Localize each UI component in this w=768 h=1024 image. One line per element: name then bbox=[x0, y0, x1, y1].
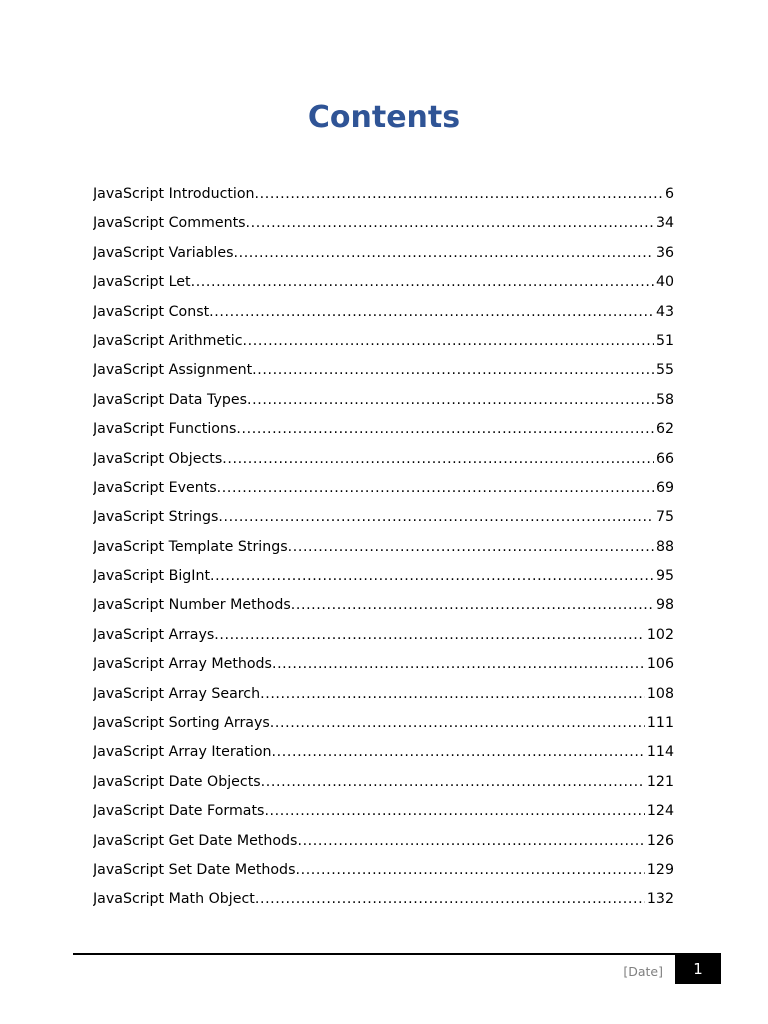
table-of-contents bbox=[93, 180, 674, 915]
toc-entry[interactable] bbox=[93, 327, 674, 356]
toc-dot-leader bbox=[260, 680, 645, 709]
toc-dot-leader bbox=[252, 356, 654, 385]
toc-entry-page: 95 bbox=[655, 568, 674, 585]
toc-entry[interactable] bbox=[93, 503, 674, 532]
toc-entry-page: 126 bbox=[646, 832, 674, 849]
toc-entry[interactable] bbox=[93, 827, 674, 856]
toc-entry-page: 36 bbox=[655, 244, 674, 261]
toc-dot-leader bbox=[210, 562, 654, 591]
toc-entry-title: JavaScript Strings bbox=[93, 509, 219, 526]
toc-dot-leader bbox=[246, 209, 654, 238]
toc-entry[interactable] bbox=[93, 621, 674, 650]
toc-entry-page: 58 bbox=[655, 391, 674, 408]
toc-entry-page: 121 bbox=[646, 773, 674, 790]
toc-entry-title: JavaScript Set Date Methods bbox=[93, 861, 296, 878]
footer-date-placeholder[interactable]: [Date] bbox=[623, 964, 663, 979]
toc-dot-leader bbox=[295, 856, 644, 885]
toc-entry-title: JavaScript Template Strings bbox=[93, 538, 288, 555]
toc-entry-page: 102 bbox=[646, 626, 674, 643]
toc-entry-title: JavaScript Get Date Methods bbox=[93, 832, 298, 849]
toc-dot-leader bbox=[288, 533, 654, 562]
toc-entry-title: JavaScript Introduction bbox=[93, 186, 255, 202]
toc-entry-title: JavaScript Number Methods bbox=[93, 597, 291, 614]
toc-entry-title: JavaScript Comments bbox=[93, 215, 246, 232]
toc-entry[interactable] bbox=[93, 768, 674, 797]
toc-entry-page: 114 bbox=[646, 744, 674, 761]
toc-entry-title: JavaScript Date Objects bbox=[93, 773, 261, 790]
toc-dot-leader bbox=[247, 386, 654, 415]
toc-entry[interactable] bbox=[93, 445, 674, 474]
toc-entry-page: 132 bbox=[646, 891, 674, 908]
toc-entry[interactable] bbox=[93, 415, 674, 444]
toc-dot-leader bbox=[272, 738, 645, 767]
toc-entry-page: 69 bbox=[655, 479, 674, 496]
toc-entry[interactable] bbox=[93, 533, 674, 562]
toc-entry-title: JavaScript Data Types bbox=[93, 391, 247, 408]
toc-dot-leader bbox=[297, 827, 644, 856]
toc-entry-page: 111 bbox=[646, 715, 674, 732]
toc-entry-title: JavaScript Objects bbox=[93, 450, 223, 467]
toc-entry-title: JavaScript Array Iteration bbox=[93, 744, 272, 761]
toc-dot-leader bbox=[255, 180, 663, 209]
toc-entry[interactable] bbox=[93, 591, 674, 620]
toc-entry-title: JavaScript Events bbox=[93, 479, 217, 496]
toc-dot-leader bbox=[264, 797, 644, 826]
toc-dot-leader bbox=[191, 268, 654, 297]
toc-entry[interactable] bbox=[93, 239, 674, 268]
toc-dot-leader bbox=[233, 239, 653, 268]
toc-dot-leader bbox=[291, 591, 654, 620]
toc-dot-leader bbox=[218, 503, 654, 532]
toc-entry-page: 108 bbox=[646, 685, 674, 702]
toc-entry[interactable] bbox=[93, 562, 674, 591]
toc-dot-leader bbox=[236, 415, 654, 444]
toc-entry[interactable] bbox=[93, 209, 674, 238]
toc-entry-page: 40 bbox=[655, 274, 674, 291]
toc-entry[interactable] bbox=[93, 709, 674, 738]
toc-dot-leader bbox=[270, 709, 645, 738]
footer-divider bbox=[73, 953, 721, 955]
toc-entry-title: JavaScript Array Methods bbox=[93, 656, 272, 673]
toc-entry-page: 106 bbox=[646, 656, 674, 673]
toc-entry-title: JavaScript Math Object bbox=[93, 891, 255, 908]
toc-entry-title: JavaScript Assignment bbox=[93, 362, 253, 379]
toc-entry[interactable] bbox=[93, 885, 674, 914]
toc-entry[interactable] bbox=[93, 856, 674, 885]
toc-dot-leader bbox=[209, 298, 654, 327]
toc-entry-page: 6 bbox=[664, 186, 674, 202]
toc-entry-title: JavaScript BigInt bbox=[93, 568, 211, 585]
toc-entry[interactable] bbox=[93, 180, 674, 209]
toc-dot-leader bbox=[261, 768, 645, 797]
toc-dot-leader bbox=[214, 621, 645, 650]
toc-entry-page: 88 bbox=[655, 538, 674, 555]
toc-entry[interactable] bbox=[93, 797, 674, 826]
toc-entry-page: 129 bbox=[646, 861, 674, 878]
toc-entry-title: JavaScript Arrays bbox=[93, 626, 215, 643]
toc-entry-page: 75 bbox=[655, 509, 674, 526]
toc-entry-title: JavaScript Const bbox=[93, 303, 210, 320]
toc-entry-title: JavaScript Array Search bbox=[93, 685, 261, 702]
toc-entry-page: 98 bbox=[655, 597, 674, 614]
toc-entry[interactable] bbox=[93, 356, 674, 385]
toc-dot-leader bbox=[217, 474, 654, 503]
toc-entry-page: 124 bbox=[646, 803, 674, 820]
contents-heading: Contents bbox=[307, 100, 461, 135]
toc-entry[interactable] bbox=[93, 680, 674, 709]
toc-entry-page: 66 bbox=[655, 450, 674, 467]
toc-entry[interactable] bbox=[93, 738, 674, 767]
toc-entry[interactable] bbox=[93, 268, 674, 297]
toc-dot-leader bbox=[255, 885, 645, 914]
toc-entry-title: JavaScript Let bbox=[93, 274, 191, 291]
toc-entry-title: JavaScript Date Formats bbox=[93, 803, 265, 820]
toc-entry[interactable] bbox=[93, 386, 674, 415]
toc-entry[interactable] bbox=[93, 650, 674, 679]
toc-entry-title: JavaScript Arithmetic bbox=[93, 332, 243, 349]
footer-page-number: 1 bbox=[675, 954, 721, 984]
toc-entry-page: 55 bbox=[655, 362, 674, 379]
toc-entry-title: JavaScript Functions bbox=[93, 421, 237, 438]
toc-entry[interactable] bbox=[93, 474, 674, 503]
toc-entry-page: 51 bbox=[655, 332, 674, 349]
toc-entry-title: JavaScript Sorting Arrays bbox=[93, 715, 270, 732]
toc-entry-page: 34 bbox=[655, 215, 674, 232]
toc-entry[interactable] bbox=[93, 298, 674, 327]
toc-dot-leader bbox=[272, 650, 645, 679]
toc-entry-page: 62 bbox=[655, 421, 674, 438]
toc-dot-leader bbox=[243, 327, 654, 356]
toc-entry-title: JavaScript Variables bbox=[93, 244, 234, 261]
toc-dot-leader bbox=[222, 445, 654, 474]
toc-entry-page: 43 bbox=[655, 303, 674, 320]
